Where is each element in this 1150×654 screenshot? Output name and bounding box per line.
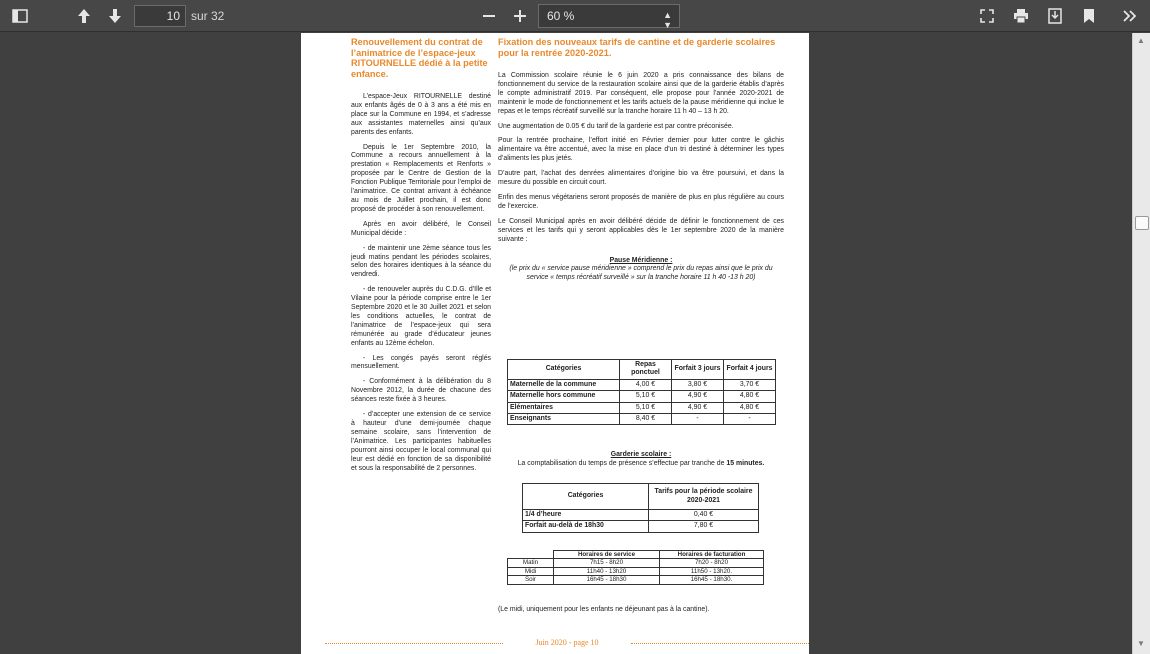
document-viewer[interactable] [0,33,1132,654]
table-cell: Soir [508,576,554,584]
print-icon[interactable] [1009,4,1033,28]
table-cell: Forfait au-delà de 18h30 [523,521,649,532]
pause-meridienne-note: (le prix du « service pause méridienne » comprend le prix du repas ainsi que le prix du service « temps récréatif surveillé » sur la tranche horaire 11 h 40 -13 h 20) [509,265,773,282]
left-section-title: Renouvellement du contrat de l’animatrice de l’espace-jeux RITOURNELLE dédié à la petite enfance. [351,37,488,79]
zoom-select[interactable] [538,4,680,28]
table-header: Catégories [523,484,649,510]
right-column [498,37,784,295]
table-row [508,391,776,402]
table-cell: 0,40 € [649,510,759,521]
table-header-row [508,360,776,380]
right-paragraph: Une augmentation de 0.05 € du tarif de la garderie est par contre préconisée. [498,122,734,130]
scroll-up-icon[interactable]: ▲ [1137,36,1145,45]
left-paragraph: L’espace-Jeux RITOURNELLE destiné aux enfants âgés de 0 à 3 ans a été mis en place sur la Commune en 1994, et s’adresse aux assistantes maternelles ainsi qu’aux parents des enfants. [351,93,491,136]
page-footer: Juin 2020 - page 10 [325,638,809,647]
left-paragraph: Après en avoir délibéré, le Conseil Municipal décide : [351,220,491,237]
table-cell: Maternelle hors commune [508,391,620,402]
table-row [508,559,764,567]
table-header: Forfait 4 jours [724,360,776,380]
garderie-hours-table [507,550,764,585]
table-cell: Midi [508,567,554,575]
left-column [351,37,491,479]
left-paragraph: - Conformément à la délibération du 8 Novembre 2012, la durée de chacune des séances reste fixée à 3 heures. [351,378,491,404]
left-paragraph: - de renouveler auprès du C.D.G. d’Ille et Vilaine pour la période comprise entre le 1er Septembre 2020 et le 30 Juillet 2021 et selon les conditions actuelles, le contrat de l’animatrice de l’espace-jeux qui sera rémunérée au grade d’éducateur jeunes enfants au 12ème échelon. [351,286,491,347]
table-header: Horaires de service [554,551,660,559]
right-paragraph: D’autre part, l’achat des denrées alimentaires d’origine bio va être poursuivi, et dans la mesure du possible en circuit court. [498,170,784,187]
table-cell: 5,10 € [620,391,672,402]
garderie-section [498,451,784,469]
table-cell: 3,80 € [672,379,724,390]
table-cell: Maternelle de la commune [508,379,620,390]
table-cell: 11h40 - 13h20 [554,567,660,575]
table-cell: Matin [508,559,554,567]
bookmark-icon[interactable] [1077,4,1101,28]
left-paragraph: - d’accepter une extension de ce service à hauteur d’une demi-journée chaque semaine scolaire, sans l’intervention de l’Animatrice. Les participantes habituelles pourront ainsi occuper le local communal qui leur est dédié en fonction de sa disponibilité et sous la responsabilité de 2 personnes. [351,411,491,472]
table-header [508,551,554,559]
table-cell: 7h15 - 8h20 [554,559,660,567]
table-cell: 8,40 € [620,414,672,425]
table-cell: - [724,414,776,425]
midi-note: (Le midi, uniquement pour les enfants ne déjeunant pas à la cantine). [498,606,710,613]
table-row [508,567,764,575]
garderie-note [498,460,784,469]
download-icon[interactable] [1043,4,1067,28]
table-cell: 4,90 € [672,391,724,402]
minus-icon[interactable] [477,4,501,28]
table-row [523,510,759,521]
table-cell: 7h20 - 8h20 [660,559,764,567]
arrow-down-icon[interactable] [103,4,127,28]
table-row [523,521,759,532]
table-cell: 1/4 d’heure [523,510,649,521]
scroll-down-icon[interactable]: ▼ [1137,639,1145,648]
table-row [508,379,776,390]
fullscreen-icon[interactable] [975,4,999,28]
arrow-up-icon[interactable] [72,4,96,28]
toolbar [0,0,1150,32]
pdf-page [301,33,809,654]
chevron-down-icon: ▲ ▼ [663,10,672,30]
table-cell: 3,70 € [724,379,776,390]
table-header: Repas ponctuel [620,360,672,380]
right-paragraph: La Commission scolaire réunie le 6 juin 2020 a pris connaissance des bilans de fonctionnement du service de la restauration scolaire ainsi que de la garderie établis d’après le compte administratif 2019. Par conséquent, elle propose pour l’année 2020-2021 de maintenir le mode de fonctionnement et les tarifs actuels de la pause méridienne qui inclue le repas et le temps récréatif surveillé sur la tranche horaire 11 h 40 – 13 h 20. [498,72,784,115]
cantine-tariff-table [507,359,776,425]
table-cell: - [672,414,724,425]
right-paragraph: Enfin des menus végétariens seront proposés de manière de plus en plus régulière au cours de l’exercice. [498,193,784,210]
table-header: Tarifs pour la période scolaire 2020-2021 [649,484,759,510]
table-cell: 4,80 € [724,402,776,413]
table-header: Horaires de facturation [660,551,764,559]
double-chevron-right-icon[interactable] [1118,4,1142,28]
page-total: sur 32 [191,9,225,23]
table-header: Catégories [508,360,620,380]
left-paragraph: Depuis le 1er Septembre 2010, la Commune a recours annuellement à la prestation « Remplacements et Renforts » proposée par le Centre de Gestion de la Fonction Publique Territoriale pour l’emploi de l’animatrice. Ce contrat arrivant à échéance au mois de Juillet prochain, il est donc proposé de procéder à son renouvellement. [351,143,491,213]
right-paragraph: Le Conseil Municipal après en avoir délibéré décide de définir le fonctionnement de ces services et les tarifs qui y seront applicables dès le 1er septembre 2020 de la manière suivante : [498,217,784,243]
right-paragraph: Pour la rentrée prochaine, l’effort initié en Février dernier pour lutter contre le gâchis alimentaire va être accentué, avec la mise en place d’un tri destiné à déterminer les types d’aliments les plus jetés. [498,137,784,163]
page-number-input[interactable] [134,5,186,27]
table-header-row [523,484,759,510]
left-paragraph: - Les congés payés seront réglés mensuellement. [351,354,491,371]
table-row [508,414,776,425]
garderie-title: Garderie scolaire : [610,451,672,458]
table-cell: 4,00 € [620,379,672,390]
sidebar-toggle-icon[interactable] [8,4,32,28]
table-header-row [508,551,764,559]
table-row [508,576,764,584]
table-cell: Elémentaires [508,402,620,413]
vertical-scrollbar[interactable] [1132,33,1150,654]
table-cell: 5,10 € [620,402,672,413]
left-paragraph: - de maintenir une 2ème séance tous les jeudi matins pendant les périodes scolaires, selon des horaires identiques à la séance du vendredi. [351,244,491,279]
garderie-note-emphasis: 15 minutes. [726,459,765,467]
zoom-value: 60 % [547,9,575,23]
plus-icon[interactable] [508,4,532,28]
scrollbar-thumb[interactable] [1135,216,1149,230]
pause-meridienne-title: Pause Méridienne : [609,256,673,264]
table-cell: 16h45 - 18h30. [660,576,764,584]
table-cell: 7,80 € [649,521,759,532]
table-cell: 4,80 € [724,391,776,402]
table-row [508,402,776,413]
right-section-title: Fixation des nouveaux tarifs de cantine et de garderie scolaires pour la rentrée 2020-2021. [498,37,776,58]
garderie-note-text: La comptabilisation du temps de présence s’effectue par tranche de [517,459,727,467]
table-cell: 16h45 - 18h30 [554,576,660,584]
table-cell: Enseignants [508,414,620,425]
table-cell: 4,90 € [672,402,724,413]
garderie-tariff-table [522,483,759,533]
table-header: Forfait 3 jours [672,360,724,380]
table-cell: 11h50 - 13h20. [660,567,764,575]
